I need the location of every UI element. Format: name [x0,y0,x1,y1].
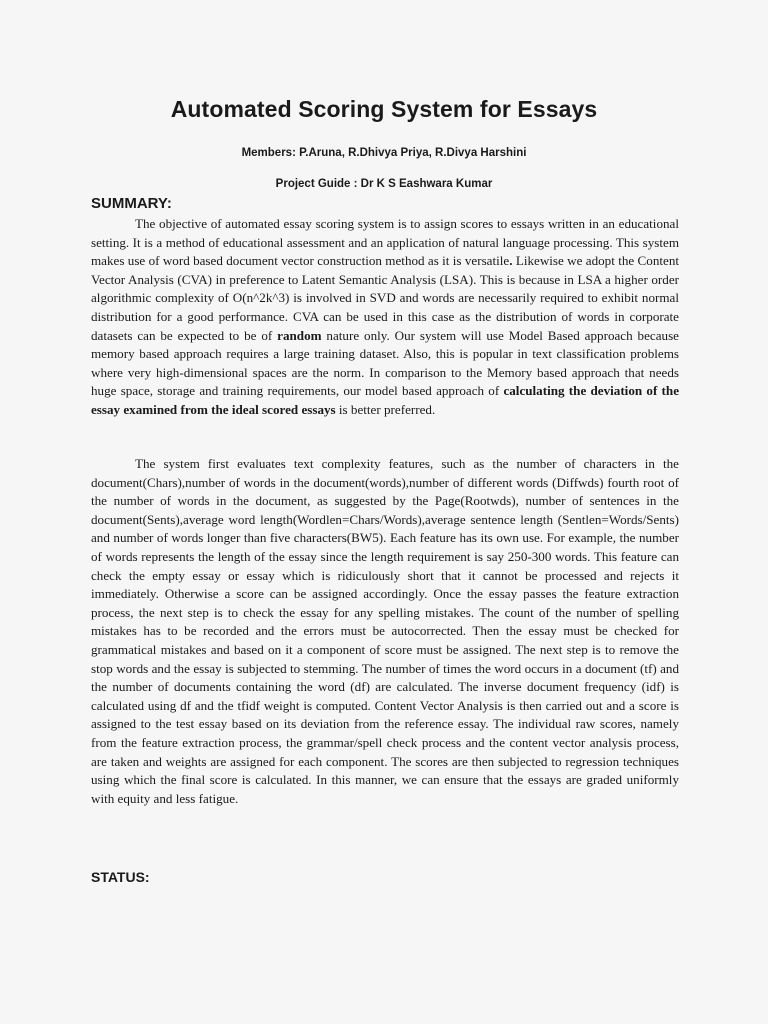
summary-text-3: nature only. Our system will use Model Based approach because memory based approach requires a large training dataset. Also, this is popular in text classification problems where very high-dimensional spaces are the norm. In comparison to the Memory based approach that needs huge space, storage and training requirements, our model based approach of [91,327,679,399]
bold-deviation: calculating the deviation of the essay examined from the ideal scored essays [91,383,680,417]
summary-text-4: is better preferred. [335,401,436,417]
status-heading: STATUS: [91,869,150,885]
summary-heading: SUMMARY: [91,195,172,212]
summary-text-2: Likewise we adopt the Content Vector Analysis (CVA) in preference to Latent Semantic Analysis (LSA). This is because in LSA a higher order algorithmic complexity of O(n^2k^3) is involved in SVD and words are necessarily required to exhibit normal distribution for a good performance. CVA can be used in this case as the distribution of words in corporate datasets can be expected to be of [91,253,679,343]
document-title: Automated Scoring System for Essays [170,96,598,122]
system-description-paragraph: The system first evaluates text complexity features, such as the number of characters in the document(Chars),number of words in the document(words),number of different words (Diffwds) fourth root of the number of words in the document, as suggested by the Page(Rootwds), number of sentences in the document(Sents),average word length(Wordlen=Chars/Words),average sentence length (Sentlen=Words/Sents) and number of words longer than five characters(BW5). Each feature has its own use. For example, the number of words represents the length of the essay since the length requirement is say 250-300 words. This feature can check the empty essay or essay which is ridiculously short that it cannot be processed and rejects it immediately. Otherwise a score can be assigned accordingly. Once the essay passes the feature extraction process, the next step is to check the essay for any spelling mistakes. The count of the number of spelling mistakes has to be recorded and the errors must be autocorrected. Then the essay must be checked for grammatical mistakes and based on it a component of score must be assigned. The next step is to remove the stop words and the essay is subjected to stemming. The number of times the word occurs in a document (tf) and the number of documents containing the word (df) are calculated. The inverse document frequency (idf) is calculated using df and the tfidf weight is computed. Content Vector Analysis is then carried out and a score is assigned to the test essay based on its deviation from the reference essay. The individual raw scores, namely from the feature extraction process, the grammar/spell check process and the content vector analysis process, are taken and weights are assigned for each component. The scores are then subjected to regression techniques using which the final score is calculated. In this manner, we can ensure that the essays are graded uniformly with equity and less fatigue. [91,456,679,806]
summary-paragraph [91,215,679,420]
bold-random: random [277,327,322,343]
summary-text-1: The objective of automated essay scoring system is to assign scores to essays written in an educational setting. It is a method of educational assessment and an application of natural language processing. This system makes use of word based document vector construction method as it is versatile [91,216,679,269]
project-guide-line: Project Guide : Dr K S Eashwara Kumar [275,178,493,190]
summary-bold-period: . [509,253,513,269]
members-line: Members: P.Aruna, R.Dhivya Priya, R.Divya Harshini [241,147,527,159]
